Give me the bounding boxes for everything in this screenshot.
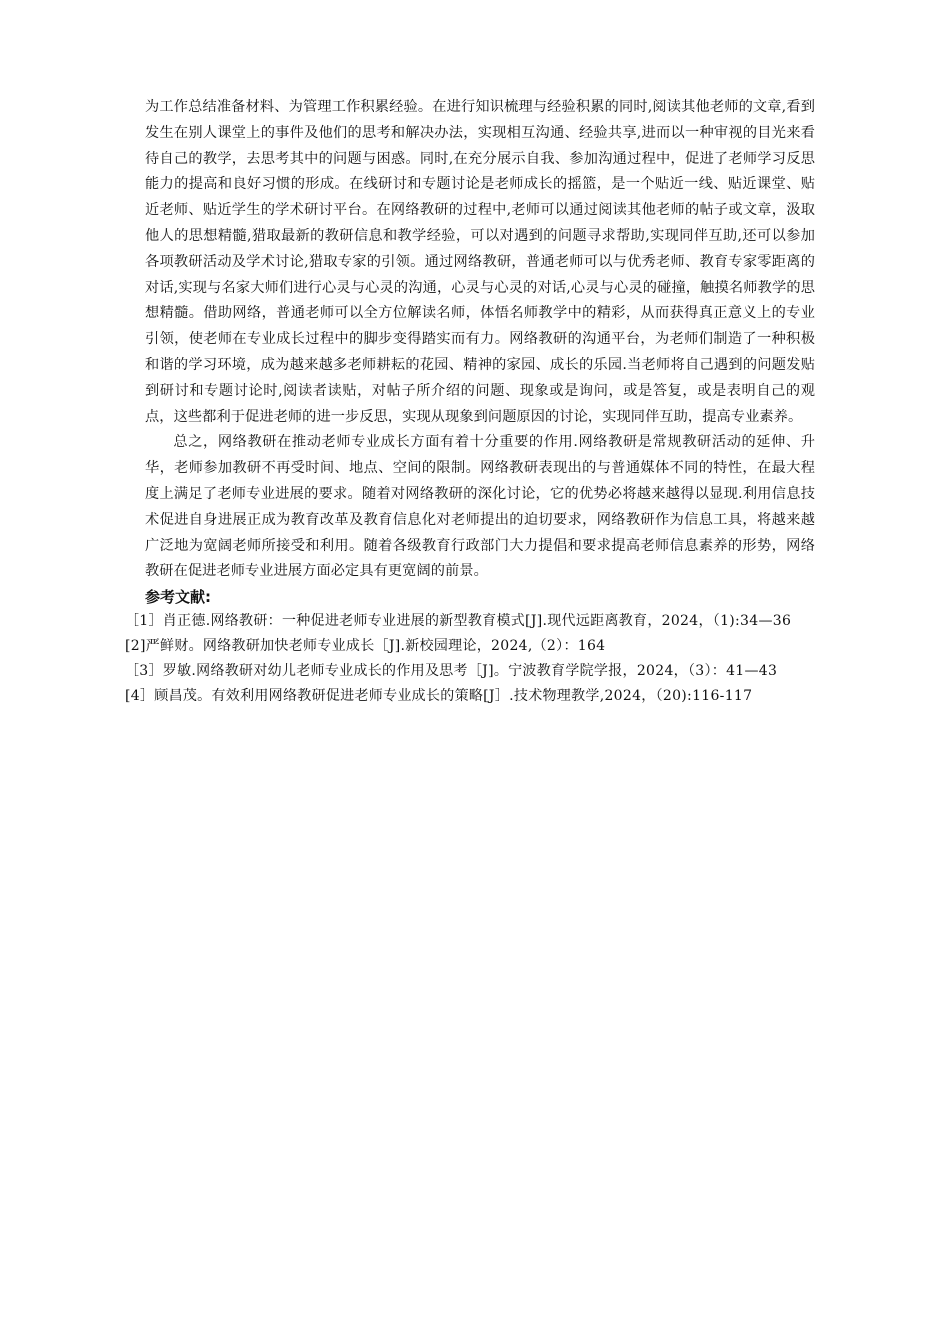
references-list xyxy=(125,609,815,709)
reference-item-2: [2]严鲜财。网络教研加快老师专业成长［J].新校园理论，2024,（2）：164 xyxy=(125,638,606,655)
reference-item-3: ［3］罗敏.网络教研对幼儿老师专业成长的作用及思考［J]。宁波教育学院学报，2024，（3）：41—43 xyxy=(125,663,778,680)
reference-item-1: ［1］肖正德.网络教研：一种促进老师专业进展的新型教育模式[J].现代远距离教育，2024，（1):34—36 xyxy=(125,613,792,630)
body-paragraph: 为工作总结准备材料、为管理工作积累经验。在进行知识梳理与经验积累的同时,阅读其他老师的文章,看到发生在别人课堂上的事件及他们的思考和解决办法，实现相互沟通、经验共享,进而以一种审视的目光来看待自己的教学，去思考其中的问题与困惑。同时,在充分展示自我、参加沟通过程中，促进了老师学习反思能力的提高和良好习惯的形成。在线研讨和专题讨论是老师成长的摇篮，是一个贴近一线、贴近课堂、贴近老师、贴近学生的学术研讨平台。在网络教研的过程中,老师可以通过阅读其他老师的帖子或文章，汲取他人的思想精髓,猎取最新的教研信息和教学经验，可以对遇到的问题寻求帮助,实现同伴互助,还可以参加各项教研活动及学术讨论,猎取专家的引领。通过网络教研，普通老师可以与优秀老师、教育专家零距离的对话,实现与名家大师们进行心灵与心灵的沟通，心灵与心灵的对话,心灵与心灵的碰撞，触摸名师教学的思想精髓。借助网络，普通老师可以全方位解读名师，体悟名师教学中的精彩，从而获得真正意义上的专业引领，使老师在专业成长过程中的脚步变得踏实而有力。网络教研的沟通平台，为老师们制造了一种积极和谐的学习环境，成为越来越多老师耕耘的花园、精神的家园、成长的乐园.当老师将自己遇到的问题发贴到研讨和专题讨论时,阅读者读贴，对帖子所介绍的问题、现象或是询问，或是答复，或是表明自己的观点，这些都利于促进老师的进一步反思，实现从现象到问题原因的讨论，实现同伴互助，提高专业素养。 xyxy=(145,99,815,425)
document-page xyxy=(125,95,815,709)
reference-item-4: [4］顾昌茂。有效利用网络教研促进老师专业成长的策略[J］.技术物理教学,2024，（20):116-117 xyxy=(125,688,753,705)
body-paragraph-conclusion: 总之，网络教研在推动老师专业成长方面有着十分重要的作用.网络教研是常规教研活动的延伸、升华，老师参加教研不再受时间、地点、空间的限制。网络教研表现出的与普通媒体不同的特性，在最大程度上满足了老师专业进展的要求。随着对网络教研的深化讨论，它的优势必将越来越得以显现.利用信息技术促进自身进展正成为教育改革及教育信息化对老师提出的迫切要求，网络教研作为信息工具，将越来越广泛地为宽阔老师所接受和利用。随着各级教育行政部门大力提倡和要求提高老师信息素养的形势，网络教研在促进老师专业进展方面必定具有更宽阔的前景。 xyxy=(145,434,815,580)
references-heading: 参考文献: xyxy=(145,588,211,607)
